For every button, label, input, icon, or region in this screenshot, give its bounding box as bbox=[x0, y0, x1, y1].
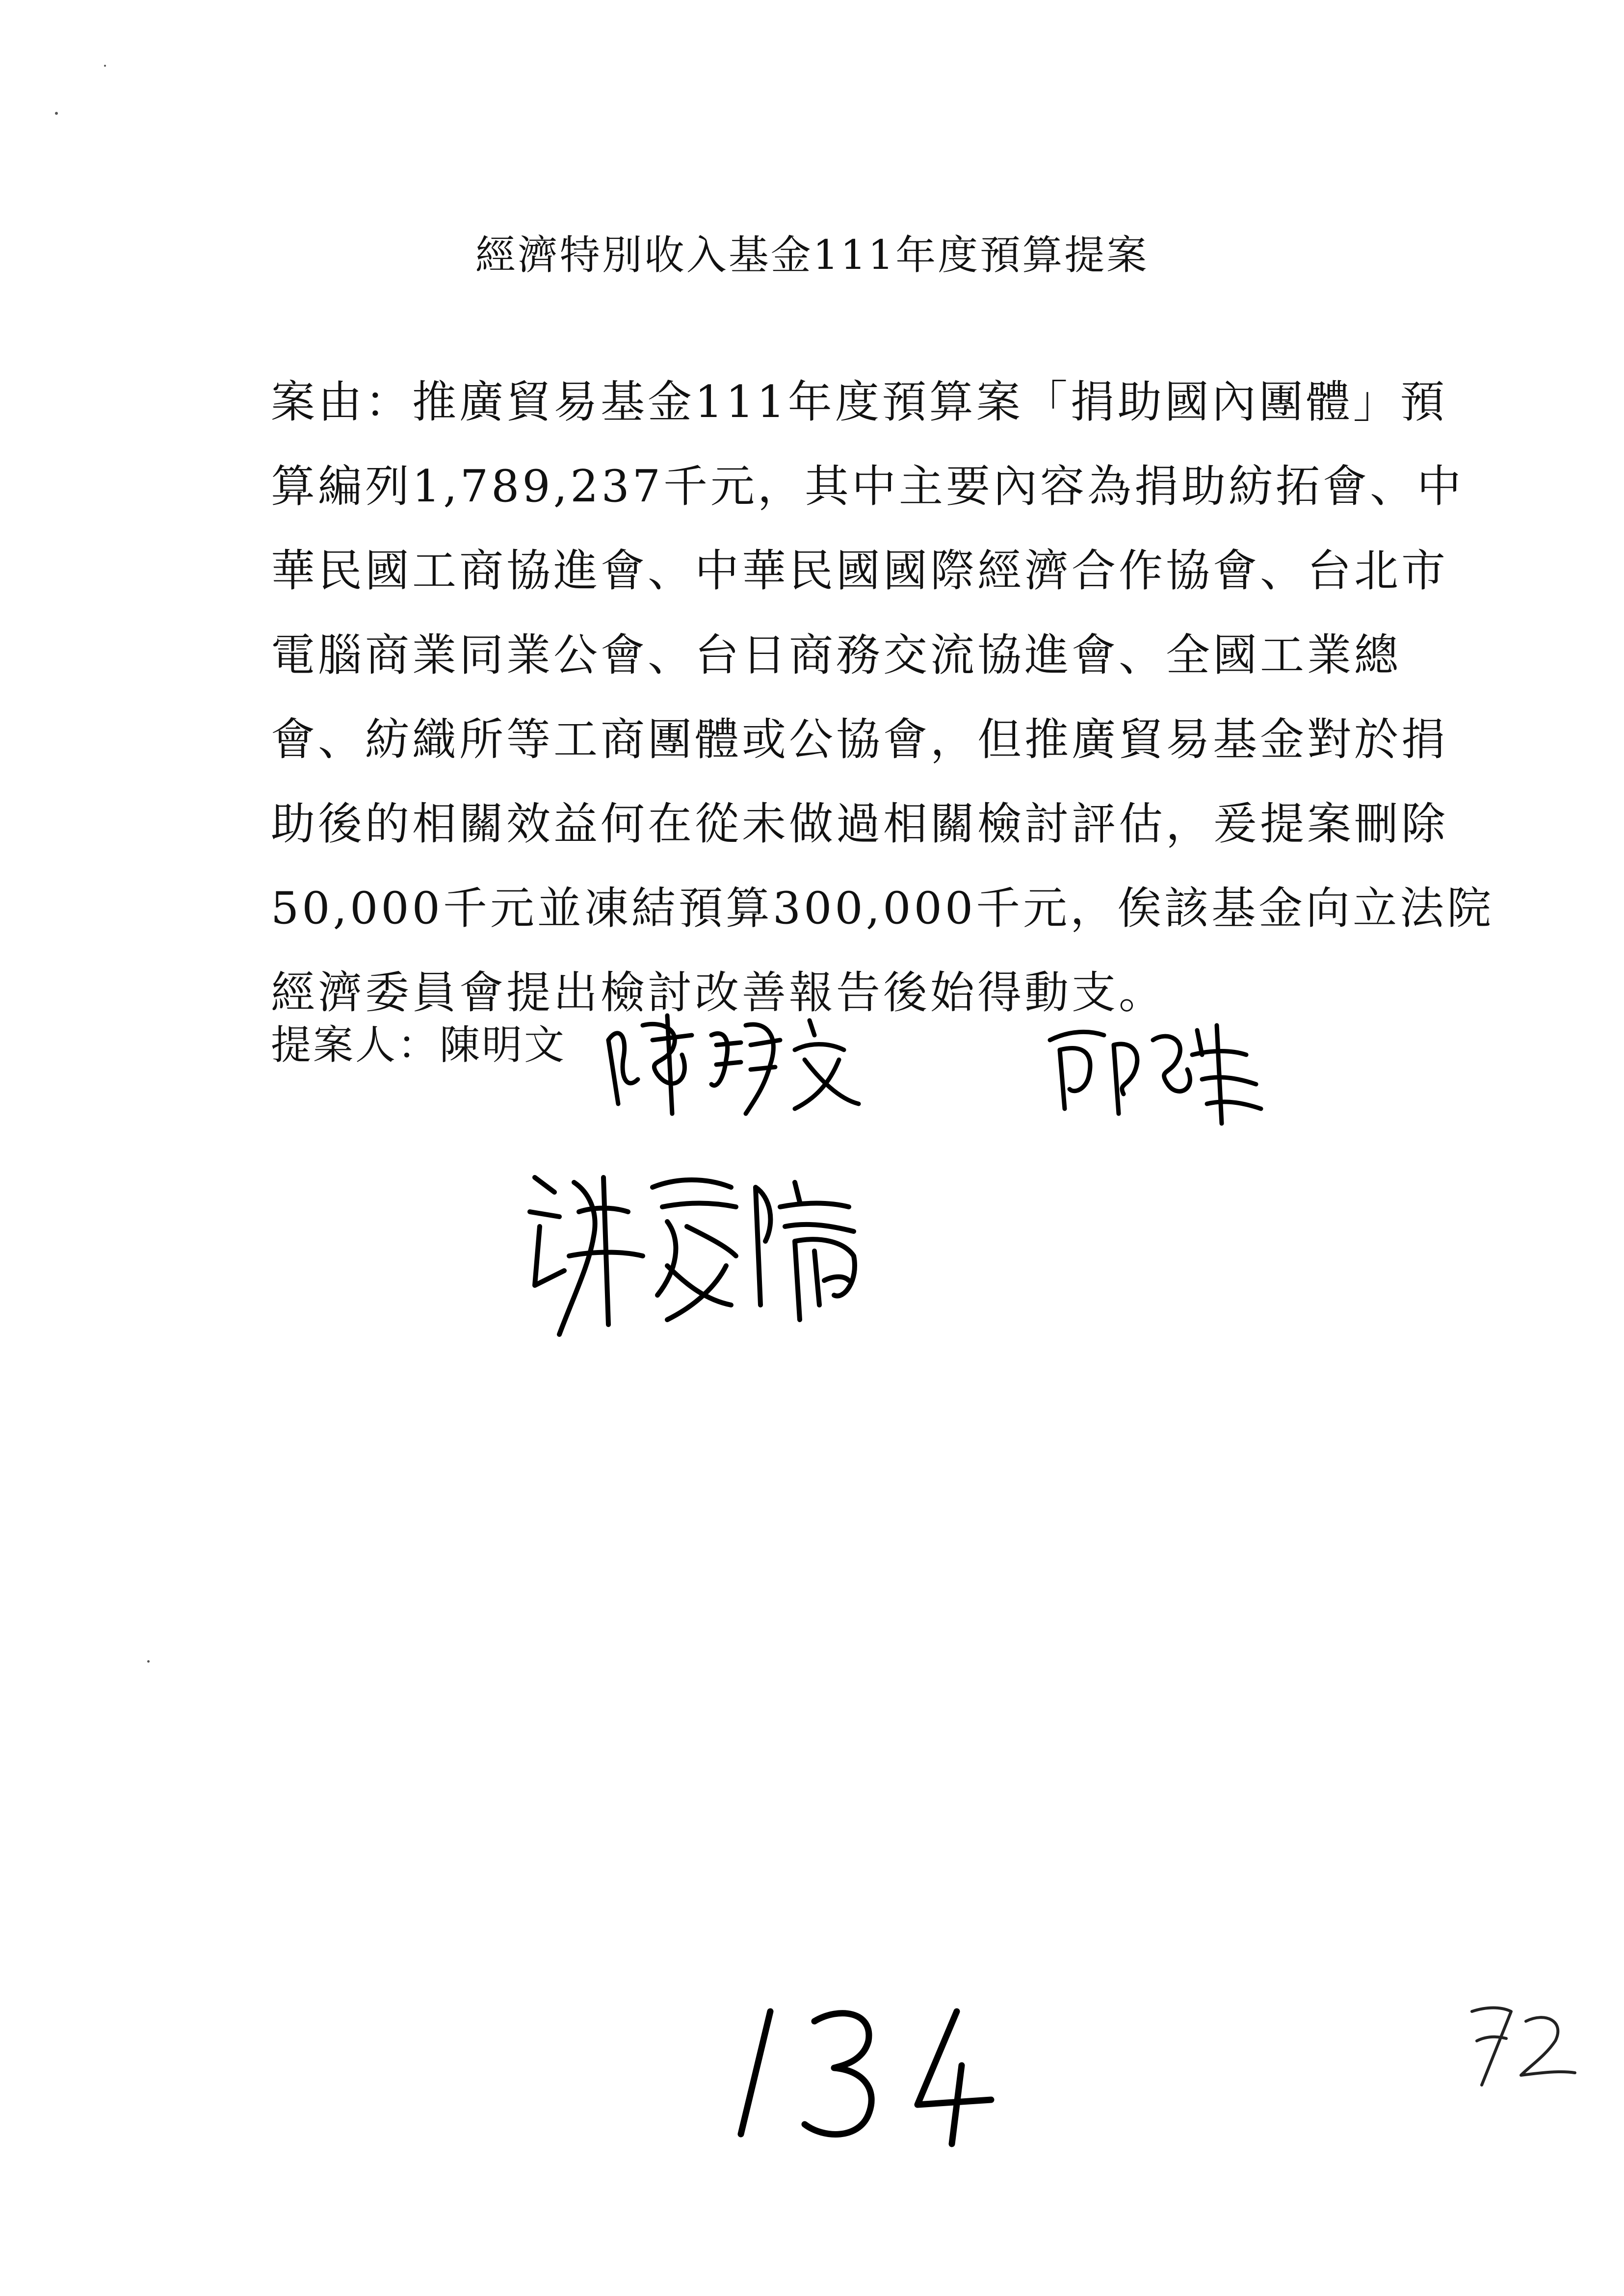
signature-2 bbox=[1040, 1011, 1276, 1138]
body-line: 電腦商業同業公會、台日商務交流協進會、全國工業總 bbox=[271, 629, 1401, 681]
scan-speck bbox=[147, 1660, 150, 1663]
proposer-label: 提案人：陳明文 bbox=[271, 1022, 567, 1069]
scan-speck bbox=[55, 112, 58, 115]
body-line: 經濟委員會提出檢討改善報告後始得動支。 bbox=[271, 967, 1166, 1018]
body-line: 算編列1,789,237千元，其中主要內容為捐助紡拓會、中 bbox=[271, 461, 1465, 512]
body-line: 華民國工商協進會、中華民國國際經濟合作協會、台北市 bbox=[271, 545, 1448, 597]
page-number bbox=[726, 1992, 1001, 2149]
body-line: 案由：推廣貿易基金111年度預算案「捐助國內團體」預 bbox=[271, 376, 1447, 428]
body-line: 50,000千元並凍結預算300,000千元，俟該基金向立法院 bbox=[271, 883, 1494, 934]
signature-3 bbox=[520, 1158, 922, 1354]
signature-1 bbox=[599, 1006, 873, 1123]
document-title: 經濟特別收入基金111年度預算提案 bbox=[475, 232, 1149, 279]
body-line: 會、紡織所等工商團體或公協會，但推廣貿易基金對於捐 bbox=[271, 714, 1448, 765]
scan-speck bbox=[104, 65, 106, 67]
body-line: 助後的相關效益何在從未做過相關檢討評估，爰提案刪除 bbox=[271, 798, 1448, 850]
proposal-body bbox=[271, 360, 1494, 1035]
corner-mark bbox=[1462, 1992, 1580, 2090]
